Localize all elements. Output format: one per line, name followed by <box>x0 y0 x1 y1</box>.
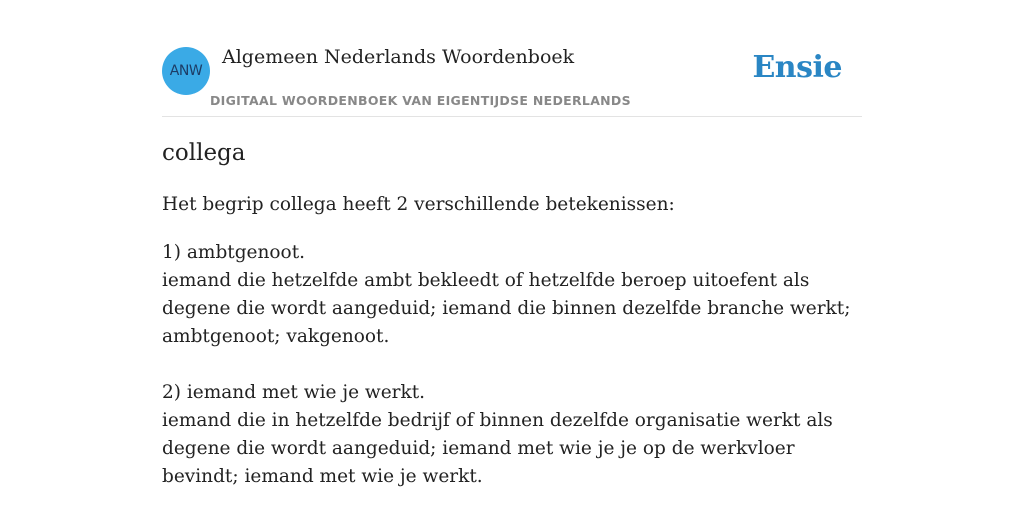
entry-intro: Het begrip collega heeft 2 verschillende betekenissen: <box>162 194 675 215</box>
meaning-definition: iemand die in hetzelfde bedrijf of binnen dezelfde organisatie werkt als degene die wordt aangeduid; iemand met wie je je op de werkvloer bevindt; iemand met wie je werkt. <box>162 410 833 487</box>
meaning-2 <box>162 379 862 491</box>
page-container <box>162 0 862 487</box>
meaning-definition: iemand die hetzelfde ambt bekleedt of hetzelfde beroep uitoefent als degene die wordt aangeduid; iemand die binnen dezelfde branche werkt; ambtgenoot; vakgenoot. <box>162 270 851 347</box>
site-header <box>162 0 862 117</box>
ensie-brand-link[interactable]: Ensie <box>752 50 842 85</box>
meaning-heading: 2) iemand met wie je werkt. <box>162 382 426 403</box>
meaning-heading: 1) ambtgenoot. <box>162 242 306 263</box>
site-title[interactable]: Algemeen Nederlands Woordenboek <box>222 46 575 68</box>
entry-word: collega <box>162 140 246 166</box>
site-subtitle: DIGITAAL WOORDENBOEK VAN EIGENTIJDSE NEDERLANDS <box>210 93 631 108</box>
logo-text: ANW <box>169 63 203 79</box>
anw-logo[interactable] <box>162 47 210 95</box>
meaning-1 <box>162 239 862 351</box>
